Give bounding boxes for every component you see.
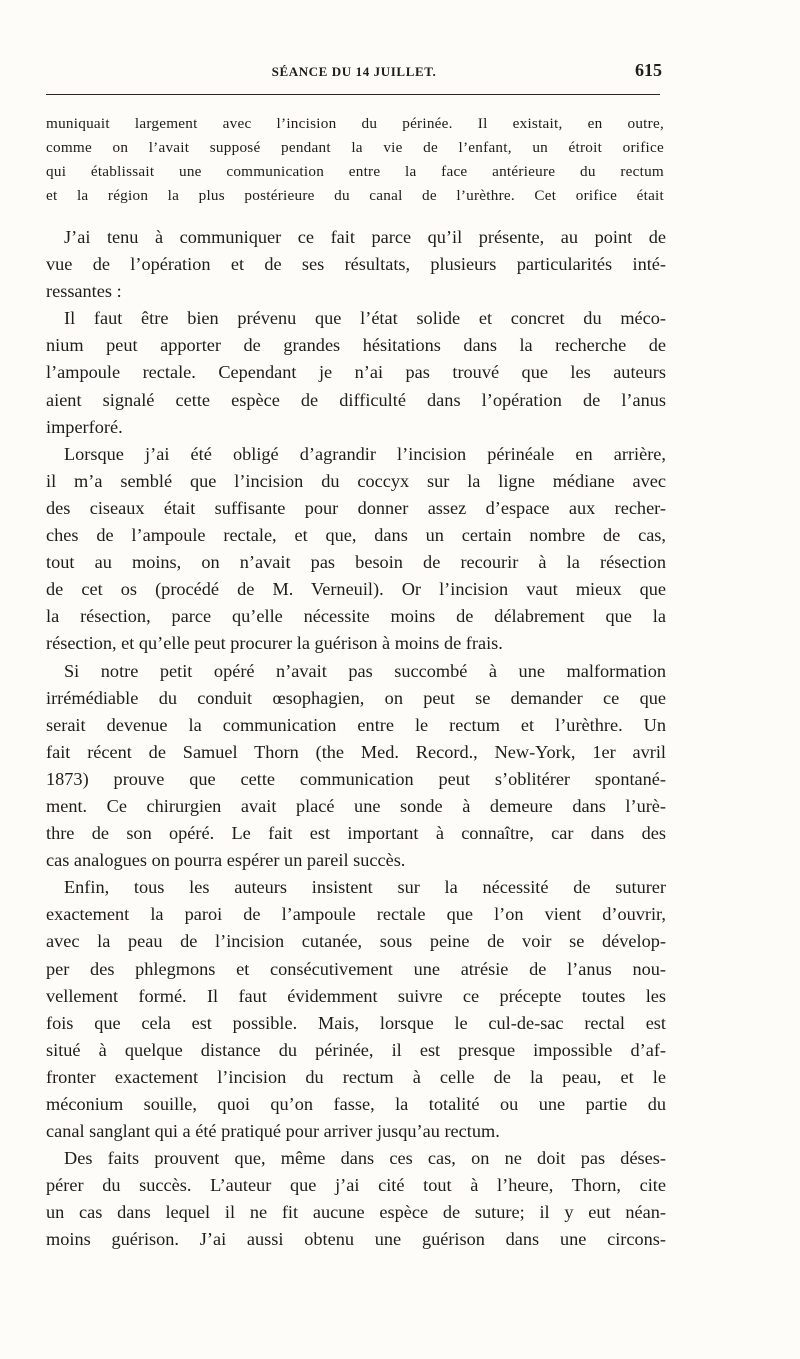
text-line: serait devenue la communication entre le rectum et l’urèthre. Un bbox=[46, 714, 666, 735]
text-line: situé à quelque distance du périnée, il est presque impossible d’af- bbox=[46, 1039, 666, 1060]
text-line: Lorsque j’ai été obligé d’agrandir l’incision périnéale en arrière, bbox=[64, 443, 666, 464]
text-line: ment. Ce chirurgien avait placé une sonde à demeure dans l’urè- bbox=[46, 795, 666, 816]
text-line: cas analogues on pourra espérer un pareil succès. bbox=[46, 850, 406, 871]
text-line: exactement la paroi de l’ampoule rectale que l’on vient d’ouvrir, bbox=[46, 904, 666, 925]
text-line: vue de l’opération et de ses résultats, plusieurs particularités inté- bbox=[46, 254, 666, 275]
text-line: résection, et qu’elle peut procurer la guérison à moins de frais. bbox=[46, 633, 503, 654]
page-number: 615 bbox=[635, 60, 662, 80]
text-line: qui établissait une communication entre la face antérieure du rectum bbox=[46, 163, 664, 180]
text-line: imperforé. bbox=[46, 416, 123, 437]
running-title: SÉANCE DU 14 JUILLET. bbox=[271, 64, 437, 79]
text-line: la résection, parce qu’elle nécessite moins de délabrement que la bbox=[46, 606, 666, 627]
main-text bbox=[46, 224, 666, 1254]
text-line: aient signalé cette espèce de difficulté dans l’opération de l’anus bbox=[46, 389, 666, 410]
text-line: il m’a semblé que l’incision du coccyx sur la ligne médiane avec bbox=[46, 470, 666, 491]
header-rule bbox=[46, 94, 660, 95]
text-line: pérer du succès. L’auteur que j’ai cité tout à l’heure, Thorn, cite bbox=[46, 1175, 666, 1196]
small-print-paragraph bbox=[46, 112, 664, 208]
text-line: un cas dans lequel il ne fit aucune espèce de suture; il y eut néan- bbox=[46, 1202, 666, 1223]
text-line: ches de l’ampoule rectale, et que, dans un certain nombre de cas, bbox=[46, 525, 666, 546]
text-line: J’ai tenu à communiquer ce fait parce qu’il présente, au point de bbox=[64, 227, 666, 247]
text-line: l’ampoule rectale. Cependant je n’ai pas trouvé que les auteurs bbox=[46, 362, 666, 383]
text-line: de cet os (procédé de M. Verneuil). Or l’incision vaut mieux que bbox=[46, 579, 666, 600]
text-line: Il faut être bien prévenu que l’état solide et concret du méco- bbox=[64, 308, 666, 329]
text-line: des ciseaux était suffisante pour donner assez d’espace aux recher- bbox=[46, 497, 666, 518]
text-line: comme on l’avait supposé pendant la vie de l’enfant, un étroit orifice bbox=[46, 139, 664, 156]
running-head bbox=[46, 60, 662, 84]
text-line: fronter exactement l’incision du rectum à celle de la peau, et le bbox=[46, 1066, 666, 1087]
text-line: canal sanglant qui a été pratiqué pour arriver jusqu’au rectum. bbox=[46, 1121, 500, 1142]
text-line: Des faits prouvent que, même dans ces cas, on ne doit pas déses- bbox=[64, 1148, 666, 1169]
text-line: vellement formé. Il faut évidemment suivre ce précepte toutes les bbox=[46, 985, 666, 1006]
text-line: per des phlegmons et consécutivement une atrésie de l’anus nou- bbox=[46, 958, 666, 979]
text-line: et la région la plus postérieure du canal de l’urèthre. Cet orifice était bbox=[46, 187, 664, 204]
text-line: tout au moins, on n’avait pas besoin de recourir à la résection bbox=[46, 552, 666, 573]
text-line: thre de son opéré. Le fait est important à connaître, car dans des bbox=[46, 823, 666, 844]
text-line: Enfin, tous les auteurs insistent sur la nécessité de suturer bbox=[64, 877, 666, 898]
text-line: nium peut apporter de grandes hésitations dans la recherche de bbox=[46, 335, 666, 356]
text-line: fait récent de Samuel Thorn (the Med. Record., New-York, 1er avril bbox=[46, 741, 666, 762]
text-line: muniquait largement avec l’incision du périnée. Il existait, en outre, bbox=[46, 115, 664, 132]
text-line: 1873) prouve que cette communication peut s’oblitérer spontané- bbox=[46, 768, 666, 789]
text-line: ressantes : bbox=[46, 281, 122, 302]
text-line: moins guérison. J’ai aussi obtenu une guérison dans une circons- bbox=[46, 1229, 666, 1250]
text-line: méconium souille, quoi qu’on fasse, la totalité ou une partie du bbox=[46, 1094, 666, 1114]
text-line: Si notre petit opéré n’avait pas succombé à une malformation bbox=[64, 660, 666, 681]
text-line: irrémédiable du conduit œsophagien, on peut se demander ce que bbox=[46, 687, 666, 708]
text-line: avec la peau de l’incision cutanée, sous peine de voir se dévelop- bbox=[46, 931, 666, 952]
text-line: fois que cela est possible. Mais, lorsque le cul-de-sac rectal est bbox=[46, 1012, 666, 1033]
